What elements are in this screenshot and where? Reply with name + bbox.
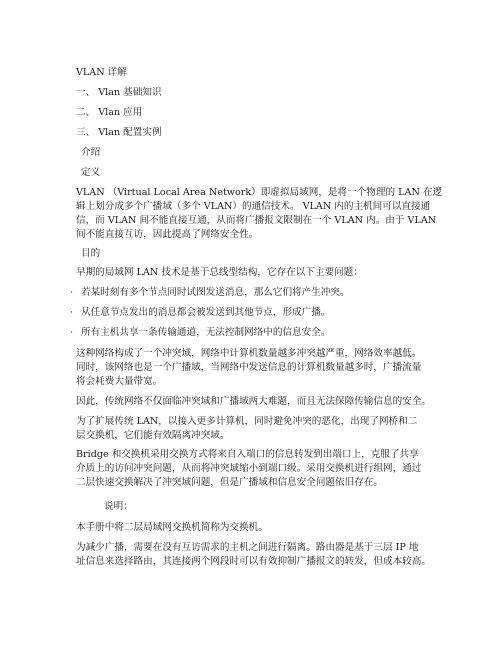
paragraph-line: 层交换机，它们能有效隔离冲突域。 — [76, 430, 230, 441]
paragraph-line: 将会耗费大量带宽。 — [76, 376, 163, 387]
definition-line: 间不能直接互访，因此提高了网络安全性。 — [76, 229, 259, 240]
bullet-dot: · — [70, 307, 74, 318]
paragraph-line: 二层快速交换解决了冲突域问题，但是广播域和信息安全问题依旧存在。 — [76, 477, 383, 488]
problem-item: 从任意节点发出的消息都会被发送到其他节点，形成广播。 — [81, 307, 331, 318]
problem-item: 所有主机共享一条传输通道，无法控制网络中的信息安全。 — [81, 327, 331, 338]
bullet-dot: · — [70, 327, 74, 338]
toc-item-3: 三、 Vlan 配置实例 — [76, 127, 162, 138]
purpose-heading: 目的 — [81, 248, 101, 259]
note-label: 说明： — [104, 501, 133, 512]
definition-line: VLAN （Virtual Local Area Network）即虚拟局域网，是将一个物理的 LAN 在逻 — [76, 187, 443, 198]
intro-heading: 介绍 — [81, 147, 101, 158]
paragraph-line: 这种网络构成了一个冲突域，网络中计算机数量越多冲突越严重，网络效率越低。 — [76, 348, 422, 359]
problem-item: 若某时刻有多个节点同时试图发送消息，那么它们将产生冲突。 — [81, 287, 350, 298]
note-text: 本手册中将二层局域网交换机简称为交换机。 — [76, 522, 268, 533]
paragraph-line: 为了扩展传统 LAN，以接入更多计算机，同时避免冲突的恶化，出现了网桥和二 — [76, 416, 418, 427]
definition-line: 信，而 VLAN 间不能直接互通，从而将广播报文限制在一个 VLAN 内。由于 VLAN — [76, 215, 437, 226]
paragraph-line: 址信息来选择路由，其连接两个网段时可以有效抑制广播报文的转发，但成本较高。 — [76, 556, 431, 567]
paragraph-line: 介质上的访问冲突问题，从而将冲突域缩小到端口级。采用交换机进行组网，通过 — [76, 463, 422, 474]
bullet-dot: · — [70, 287, 74, 298]
toc-item-2: 二、 Vlan 应用 — [76, 107, 143, 118]
paragraph-line: 为减少广播，需要在没有互访需求的主机之间进行隔离。路由器是基于三层 IP 地 — [76, 542, 419, 553]
definition-heading: 定义 — [81, 167, 101, 178]
paragraph-line: 因此，传统网络不仅面临冲突域和广播域两大难题，而且无法保障传输信息的安全。 — [76, 396, 431, 407]
toc-item-1: 一、 Vlan 基础知识 — [76, 87, 162, 98]
definition-line: 辑上划分成多个广播域（多个 VLAN）的通信技术。 VLAN 内的主机间可以直接通 — [76, 201, 431, 212]
purpose-intro: 早期的局域网 LAN 技术是基于总线型结构，它存在以下主要问题： — [76, 267, 363, 278]
paragraph-line: 同时，该网络也是一个广播域，当网络中发送信息的计算机数量越多时，广播流量 — [76, 362, 422, 373]
paragraph-line: Bridge 和交换机采用交换方式将来自入端口的信息转发到出端口上，克服了共享 — [76, 449, 419, 460]
document-title: VLAN 详解 — [76, 67, 127, 78]
